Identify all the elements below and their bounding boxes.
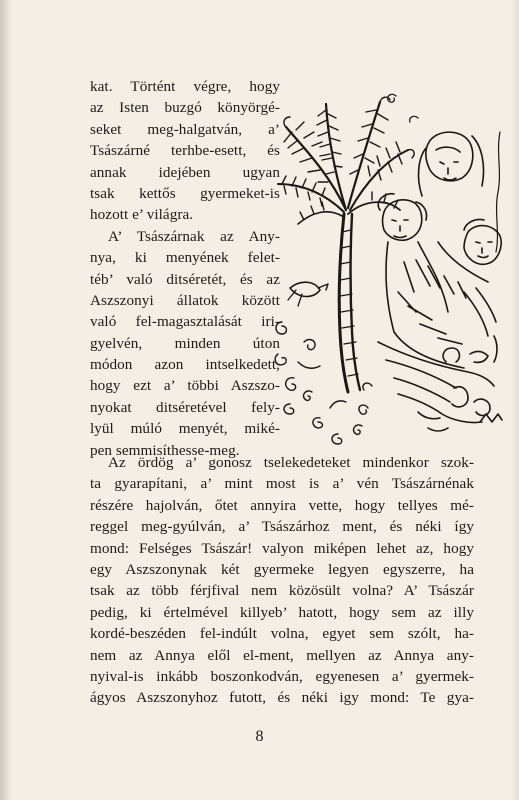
- narrow-column-text: [90, 76, 280, 461]
- spine-shadow: [0, 0, 12, 800]
- text-line: téb’ való ditséretét, és az: [90, 270, 280, 288]
- text-line: kordé-beszéden fel-indúlt volna, egyet sem szólt, ha-: [90, 625, 474, 643]
- text-line: egy Aszszonynak két gyermeke legyen egyszerre, ha: [90, 560, 474, 578]
- palm-tree-and-figures-sketch: [268, 92, 504, 448]
- text-line: mond: Felséges Tsászár! valyon miképen lehet az, hogy: [90, 539, 474, 557]
- text-line: nyokat ditséretével fely-: [90, 398, 280, 416]
- full-width-text: [90, 452, 474, 709]
- text-line: nem az Annya elől el-ment, mellyen az Annya any-: [90, 646, 474, 664]
- paragraph-start-line: A’ Tsászárnak az Any-: [108, 227, 280, 245]
- page-number: 8: [255, 728, 264, 745]
- text-line: tsak az több férjfival nem közösült volna? A’ Tsászár: [90, 582, 474, 600]
- text-line: ágyos Aszszonyhoz futott, és néki igy mond: Te gya-: [90, 689, 474, 707]
- paragraph-start-line: Az ördög a’ gonosz tselekedeteket mindenkor szok-: [108, 454, 474, 471]
- text-line: hogy ezt a’ többi Aszszo-: [90, 377, 280, 395]
- text-line: annak idejében ugyan: [90, 163, 280, 181]
- page-edge: [511, 0, 519, 800]
- text-line: való fel-magasztalását iri-: [90, 313, 280, 331]
- text-line: pen semmisíthesse-meg.: [90, 441, 240, 459]
- text-line: kat. Történt végre, hogy: [90, 78, 280, 95]
- text-line: módon azon intselkedett,: [90, 356, 280, 374]
- text-line: nyival-is inkább boszonkodván, egyenesen a’ gyermek-: [90, 667, 474, 685]
- text-line: az Isten buzgó könyörgé-: [90, 99, 280, 117]
- text-line: seket meg-halgatván, a’: [90, 120, 280, 138]
- text-line: részére hajolván, őtet annyira vette, hogy tellyes mé-: [90, 496, 474, 514]
- text-line: hozott e’ világra.: [90, 206, 194, 224]
- text-line: pedig, ki értelmével killyeb’ hatott, hogy sem az illy: [90, 603, 474, 621]
- ink-sketch-illustration: [268, 92, 504, 448]
- text-line: Aszszonyi állatok között: [90, 291, 280, 309]
- text-line: lyül múló menyét, miké-: [90, 420, 280, 438]
- text-line: gyelvén, minden úton: [90, 334, 280, 352]
- text-line: tsak kettős gyermeket-is: [90, 184, 280, 202]
- text-line: ta gyarapítani, a’ mint most is a’ vén Tsászárnénak: [90, 475, 474, 493]
- text-line: nya, ki menyének felet-: [90, 249, 280, 267]
- text-line: Tsászárné terhbe-esett, és: [90, 142, 280, 160]
- text-line: reggel meg-gyúlván, a’ Tsászárhoz ment, és néki így: [90, 518, 474, 536]
